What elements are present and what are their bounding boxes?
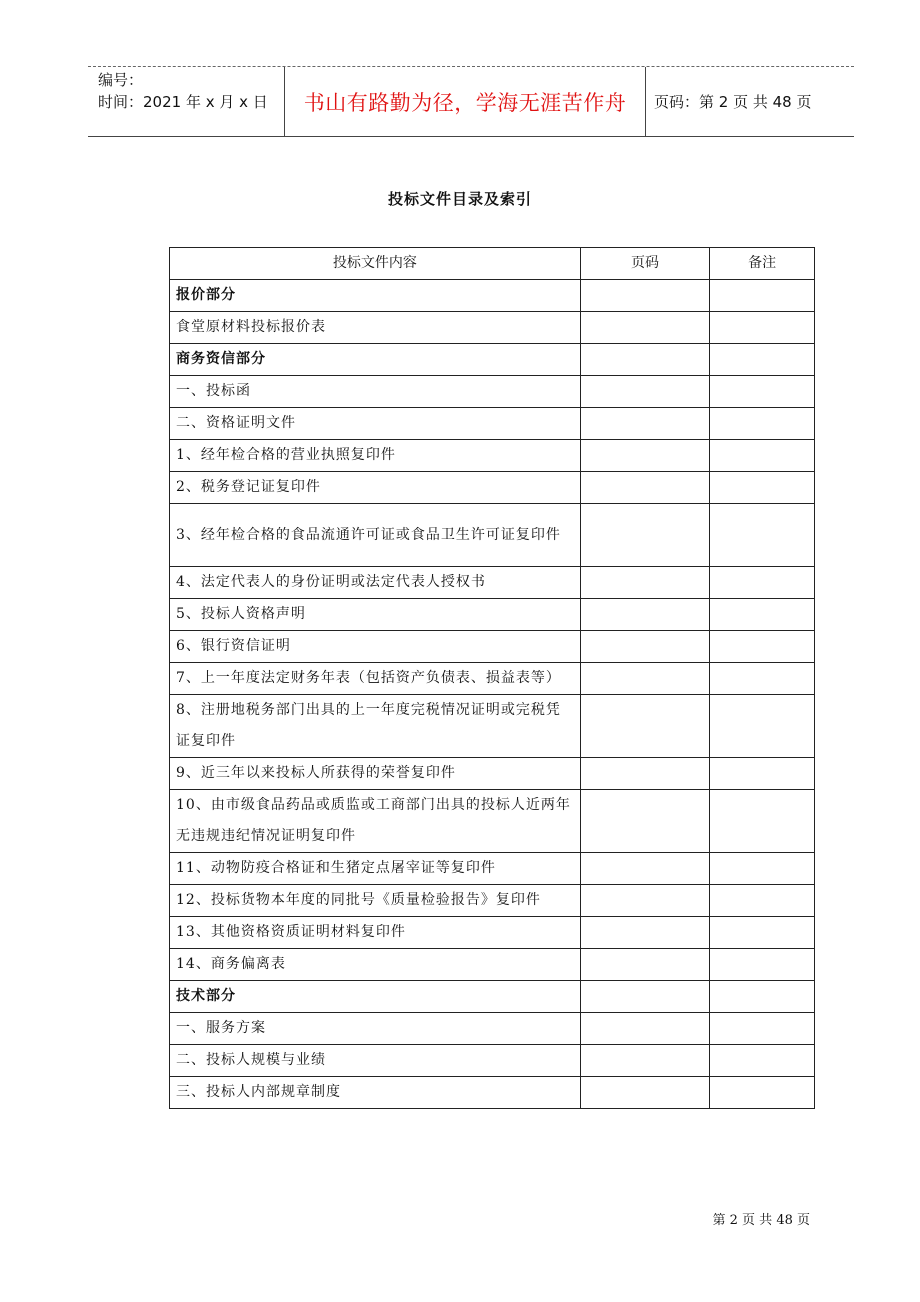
toc-entry: [170, 917, 581, 949]
page-cell: [580, 758, 710, 790]
note-cell: [710, 981, 815, 1013]
table-row: [170, 885, 815, 917]
toc-entry-text: 7、上一年度法定财务年表（包括资产负债表、损益表等）: [176, 670, 561, 686]
column-header-page: 页码: [580, 248, 710, 280]
note-cell: [710, 1045, 815, 1077]
toc-entry: [170, 440, 581, 472]
page-cell: [580, 472, 710, 504]
note-cell: [710, 695, 815, 758]
toc-entry: [170, 885, 581, 917]
note-cell: [710, 376, 815, 408]
note-cell: [710, 344, 815, 376]
note-cell: [710, 440, 815, 472]
table-row: [170, 949, 815, 981]
toc-entry: [170, 631, 581, 663]
column-header-note: 备注: [710, 248, 815, 280]
header-page-info: 页码：第 2 页 共 48 页: [654, 93, 812, 111]
toc-entry: [170, 504, 581, 567]
page-cell: [580, 280, 710, 312]
toc-entry: [170, 1045, 581, 1077]
toc-entry: [170, 949, 581, 981]
toc-entry-text: 11、动物防疫合格证和生猪定点屠宰证等复印件: [176, 860, 496, 876]
table-row: [170, 1077, 815, 1109]
toc-entry: [170, 1013, 581, 1045]
toc-entry-text: 报价部分: [176, 287, 236, 303]
page-cell: [580, 312, 710, 344]
note-cell: [710, 567, 815, 599]
page-cell: [580, 1013, 710, 1045]
toc-entry-text: 一、投标函: [176, 383, 251, 399]
table-row: [170, 280, 815, 312]
note-cell: [710, 949, 815, 981]
table-row: [170, 567, 815, 599]
toc-entry: [170, 408, 581, 440]
toc-entry-text: 2、税务登记证复印件: [176, 479, 321, 495]
toc-entry: [170, 1077, 581, 1109]
note-cell: [710, 472, 815, 504]
table-row: [170, 440, 815, 472]
note-cell: [710, 312, 815, 344]
table-row: [170, 663, 815, 695]
header-motto-cell: [285, 67, 646, 136]
table-row: [170, 504, 815, 567]
table-row: [170, 790, 815, 853]
note-cell: [710, 663, 815, 695]
page-cell: [580, 885, 710, 917]
toc-entry: [170, 472, 581, 504]
table-row: [170, 344, 815, 376]
toc-body: [170, 280, 815, 1109]
toc-entry-text: 商务资信部分: [176, 351, 266, 367]
toc-entry: [170, 312, 581, 344]
note-cell: [710, 1013, 815, 1045]
note-cell: [710, 1077, 815, 1109]
toc-entry-text: 12、投标货物本年度的同批号《质量检验报告》复印件: [176, 892, 541, 908]
toc-entry-text: 5、投标人资格声明: [176, 606, 306, 622]
header-motto: 书山有路勤为径，学海无涯苦作舟: [303, 90, 627, 115]
page-cell: [580, 376, 710, 408]
note-cell: [710, 280, 815, 312]
page-cell: [580, 599, 710, 631]
table-row: [170, 599, 815, 631]
page-cell: [580, 440, 710, 472]
table-row: [170, 376, 815, 408]
note-cell: [710, 408, 815, 440]
toc-entry-text: 二、投标人规模与业绩: [176, 1052, 326, 1068]
section-heading: [170, 981, 581, 1013]
toc-entry-text: 4、法定代表人的身份证明或法定代表人授权书: [176, 574, 486, 590]
page-cell: [580, 631, 710, 663]
toc-entry-text: 三、投标人内部规章制度: [176, 1084, 341, 1100]
toc-entry-text: 6、银行资信证明: [176, 638, 291, 654]
toc-table: [169, 247, 815, 1109]
section-heading: [170, 344, 581, 376]
toc-entry: [170, 758, 581, 790]
note-cell: [710, 758, 815, 790]
column-header-content: 投标文件内容: [170, 248, 581, 280]
toc-entry-text: 3、经年检合格的食品流通许可证或食品卫生许可证复印件: [176, 526, 561, 543]
page-cell: [580, 949, 710, 981]
toc-entry-text: 13、其他资格资质证明材料复印件: [176, 924, 406, 940]
table-row: [170, 758, 815, 790]
toc-entry-text: 1、经年检合格的营业执照复印件: [176, 447, 396, 463]
note-cell: [710, 631, 815, 663]
table-row: [170, 408, 815, 440]
toc-entry: [170, 376, 581, 408]
toc-entry-text: 食堂原材料投标报价表: [176, 319, 326, 335]
toc-entry-text: 一、服务方案: [176, 1020, 266, 1036]
page-cell: [580, 790, 710, 853]
toc-entry: [170, 790, 581, 853]
note-cell: [710, 885, 815, 917]
section-heading: [170, 280, 581, 312]
toc-entry-text: 二、资格证明文件: [176, 415, 296, 431]
toc-entry: [170, 695, 581, 758]
toc-entry-text: 9、近三年以来投标人所获得的荣誉复印件: [176, 765, 456, 781]
header-page-cell: [646, 67, 854, 136]
table-row: [170, 981, 815, 1013]
toc-entry-text: 10、由市级食品药品或质监或工商部门出具的投标人近两年无违规违纪情况证明复印件: [176, 797, 571, 844]
table-row: [170, 312, 815, 344]
toc-entry-text: 14、商务偏离表: [176, 956, 286, 972]
note-cell: [710, 504, 815, 567]
note-cell: [710, 790, 815, 853]
note-cell: [710, 853, 815, 885]
table-row: [170, 917, 815, 949]
toc-entry: [170, 853, 581, 885]
note-cell: [710, 599, 815, 631]
table-row: [170, 853, 815, 885]
toc-header-row: [170, 248, 815, 280]
table-row: [170, 1013, 815, 1045]
page-cell: [580, 344, 710, 376]
table-row: [170, 631, 815, 663]
page-cell: [580, 504, 710, 567]
document-title: 投标文件目录及索引: [387, 190, 532, 208]
table-row: [170, 1045, 815, 1077]
toc-entry-text: 技术部分: [176, 988, 236, 1004]
page-cell: [580, 567, 710, 599]
page-cell: [580, 1077, 710, 1109]
page-cell: [580, 695, 710, 758]
page-header: [88, 66, 854, 137]
document-date: 时间：2021 年 x 月 x 日: [98, 93, 268, 111]
table-row: [170, 695, 815, 758]
toc-entry: [170, 599, 581, 631]
page-cell: [580, 853, 710, 885]
page-cell: [580, 663, 710, 695]
toc-entry: [170, 663, 581, 695]
note-cell: [710, 917, 815, 949]
document-number-label: 编号：: [98, 71, 144, 89]
header-meta-cell: [88, 67, 285, 136]
page-cell: [580, 1045, 710, 1077]
toc-entry-text: 8、注册地税务部门出具的上一年度完税情况证明或完税凭证复印件: [176, 702, 561, 749]
page-cell: [580, 917, 710, 949]
page-cell: [580, 981, 710, 1013]
table-row: [170, 472, 815, 504]
toc-entry: [170, 567, 581, 599]
page-footer: 第 2 页 共 48 页: [712, 1213, 810, 1228]
page-cell: [580, 408, 710, 440]
